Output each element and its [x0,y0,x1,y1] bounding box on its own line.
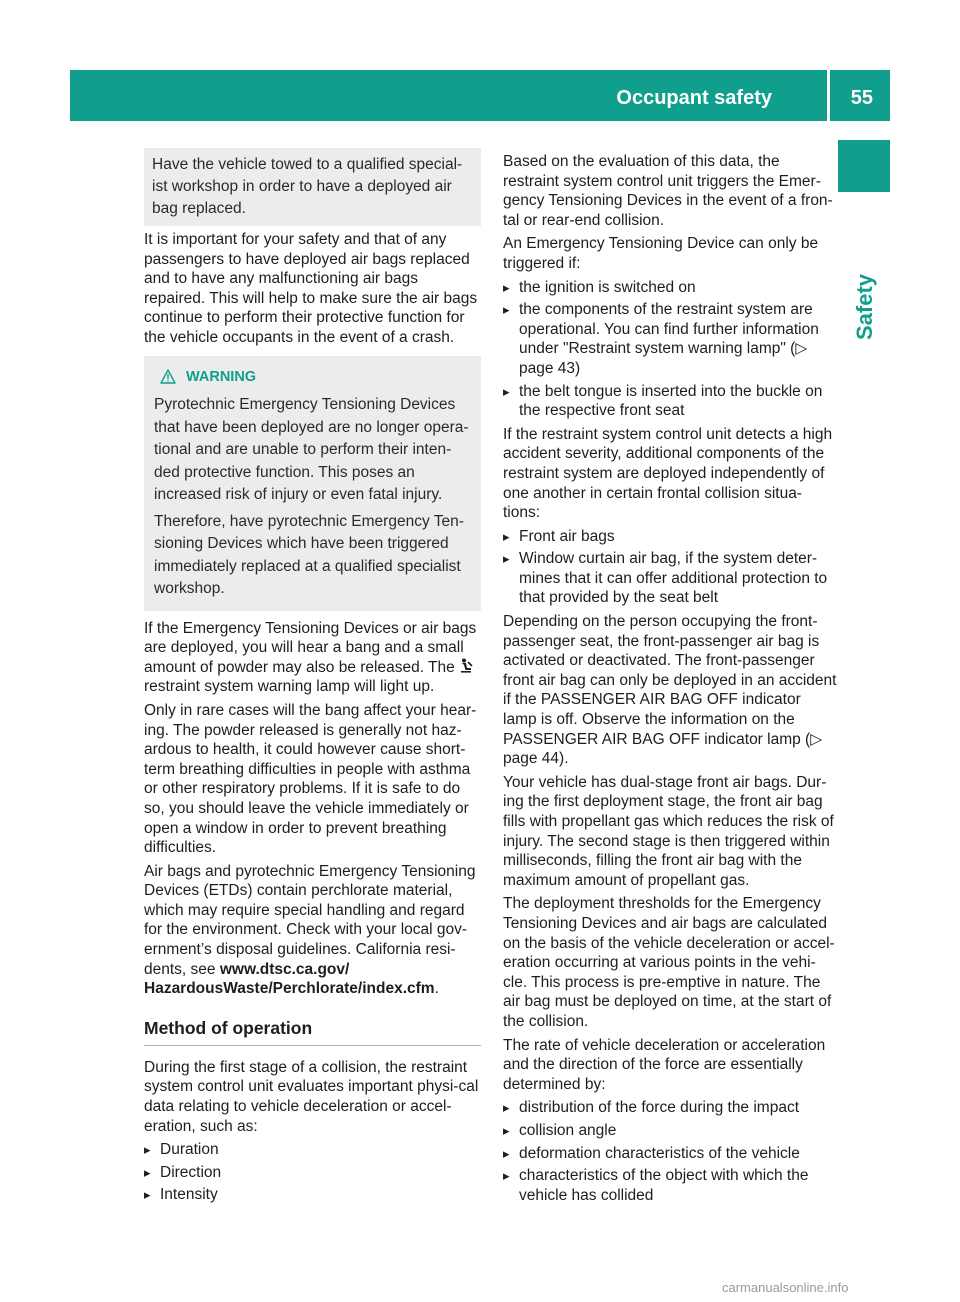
warning-label: WARNING [186,368,257,385]
paragraph-end: . [434,980,439,998]
warning-triangle-icon [160,369,176,384]
section-tab-marker [838,140,890,192]
list-item: ▸ the components of the restraint system are operational. You can find further information under "Restraint system warning lamp" (▷ page 43) [503,300,837,378]
page-number: 55 [850,87,873,109]
paragraph: Depending on the person occupying the front-passenger seat, the front-passenger air bag is activated or deactivated. The front-passenger front air bag can only be deployed in an accident if the PASSENGER AIR BAG OFF indicator lamp is off. Observe the information on the PASSENGER AIR BAG OFF indicator lamp (▷ page 44). [503,613,837,768]
watermark: carmanualsonline.info [722,1280,849,1295]
paragraph: Based on the evaluation of this data, the restraint system control unit triggers the Emer-gency Tensioning Devices in the event of a fron-tal or rear-end collision. [503,153,833,229]
list-item: ▸ characteristics of the object with which the vehicle has collided [503,1166,837,1205]
paragraph [144,619,481,697]
paragraph: Only in rare cases will the bang affect your hear-ing. The powder released is generally not haz-ardous to health, it could however cause short-term breathing difficulties in people with asthma or other respiratory problems. If it is safe to do so, you should leave the vehicle immediately or open a window in order to prevent breathing difficulties. [144,701,477,857]
bullet-list [503,527,837,608]
paragraph-text: Air bags and pyrotechnic Emergency Tensioning Devices (ETDs) contain perchlorate material, which may require special handling and regard for the environment. Check with your local gov-ernment’s disposal guidelines. California resi-dents, see [144,862,476,978]
disposal-link[interactable]: www.dtsc.ca.gov/ HazardousWaste/Perchlorate/index.cfm [144,960,435,998]
bullet-list [503,278,837,421]
paragraph: The rate of vehicle deceleration or acceleration and the direction of the force are essentially determined by: [503,1036,826,1093]
bullet-list [144,1140,481,1205]
list-item: ▸ the ignition is switched on [503,278,837,298]
list-item: ▸ Front air bags [503,527,837,547]
paragraph-text: If the Emergency Tensioning Devices or air bags are deployed, you will hear a bang and a small amount of powder may also be released. The [144,619,477,676]
section-tab-label: Safety [852,273,877,340]
paragraph: The deployment thresholds for the Emergency Tensioning Devices and air bags are calculated on the basis of the vehicle deceleration or accel-eration occurring at various points in the vehi-cle. This process is pre-emptive in nature. The air bag must be deployed on time, at the start of the collision. [503,895,835,1030]
paragraph: If the restraint system control unit detects a high accident severity, additional components of the restraint system are deployed independently of one another in certain frontal collision situa-tions: [503,425,833,522]
list-item: ▸ collision angle [503,1121,837,1141]
paragraph: During the first stage of a collision, the restraint system control unit evaluates important physi-cal data relating to vehicle deceleration or accel-eration, such as: [144,1058,479,1135]
paragraph-text: restraint system warning lamp will light up. [144,678,435,696]
warning-text: Pyrotechnic Emergency Tensioning Devices that have been deployed are no longer opera-tional and are unable to perform their inten-ded protective function. This poses an increased risk of injury or even fatal injury. [154,396,469,504]
list-item: ▸ the belt tongue is inserted into the buckle on the respective front seat [503,382,837,421]
paragraph: Your vehicle has dual-stage front air bags. Dur-ing the first deployment stage, the front air bag fills with propellant gas which reduces the risk of injury. The second stage is then triggered within milliseconds, filling the front air bag with the maximum amount of propellant gas. [503,773,834,889]
right-column [503,152,837,1209]
paragraph [144,862,481,999]
list-item: ▸ Intensity [144,1185,481,1205]
warning-box [144,356,481,611]
list-item: ▸ Duration [144,1140,481,1160]
list-item: ▸ Window curtain air bag, if the system deter-mines that it can offer additional protection to that provided by the seat belt [503,549,837,608]
restraint-system-warning-lamp-icon [459,658,473,674]
warning-heading [154,366,473,389]
note-box: Have the vehicle towed to a qualified special-ist workshop in order to have a deployed air bag replaced. [144,148,481,226]
header-bar [70,70,890,121]
paragraph: An Emergency Tensioning Device can only be triggered if: [503,235,819,272]
paragraph: It is important for your safety and that of any passengers to have deployed air bags replaced and to have any malfunctioning air bags repaired. This will help to make sure the air bags continue to perform their protective function for the vehicle occupants in the event of a crash. [144,231,478,346]
list-item: ▸ distribution of the force during the impact [503,1098,837,1118]
left-column [144,148,481,1209]
bullet-list [503,1098,837,1205]
list-item: ▸ Direction [144,1163,481,1183]
section-heading: Method of operation [144,1017,481,1046]
list-item: ▸ deformation characteristics of the vehicle [503,1144,837,1164]
warning-text: Therefore, have pyrotechnic Emergency Ten-sioning Devices which have been triggered immediately replaced at a qualified specialist workshop. [154,512,464,598]
page-title: Occupant safety [616,87,772,109]
header-separator [827,70,830,121]
